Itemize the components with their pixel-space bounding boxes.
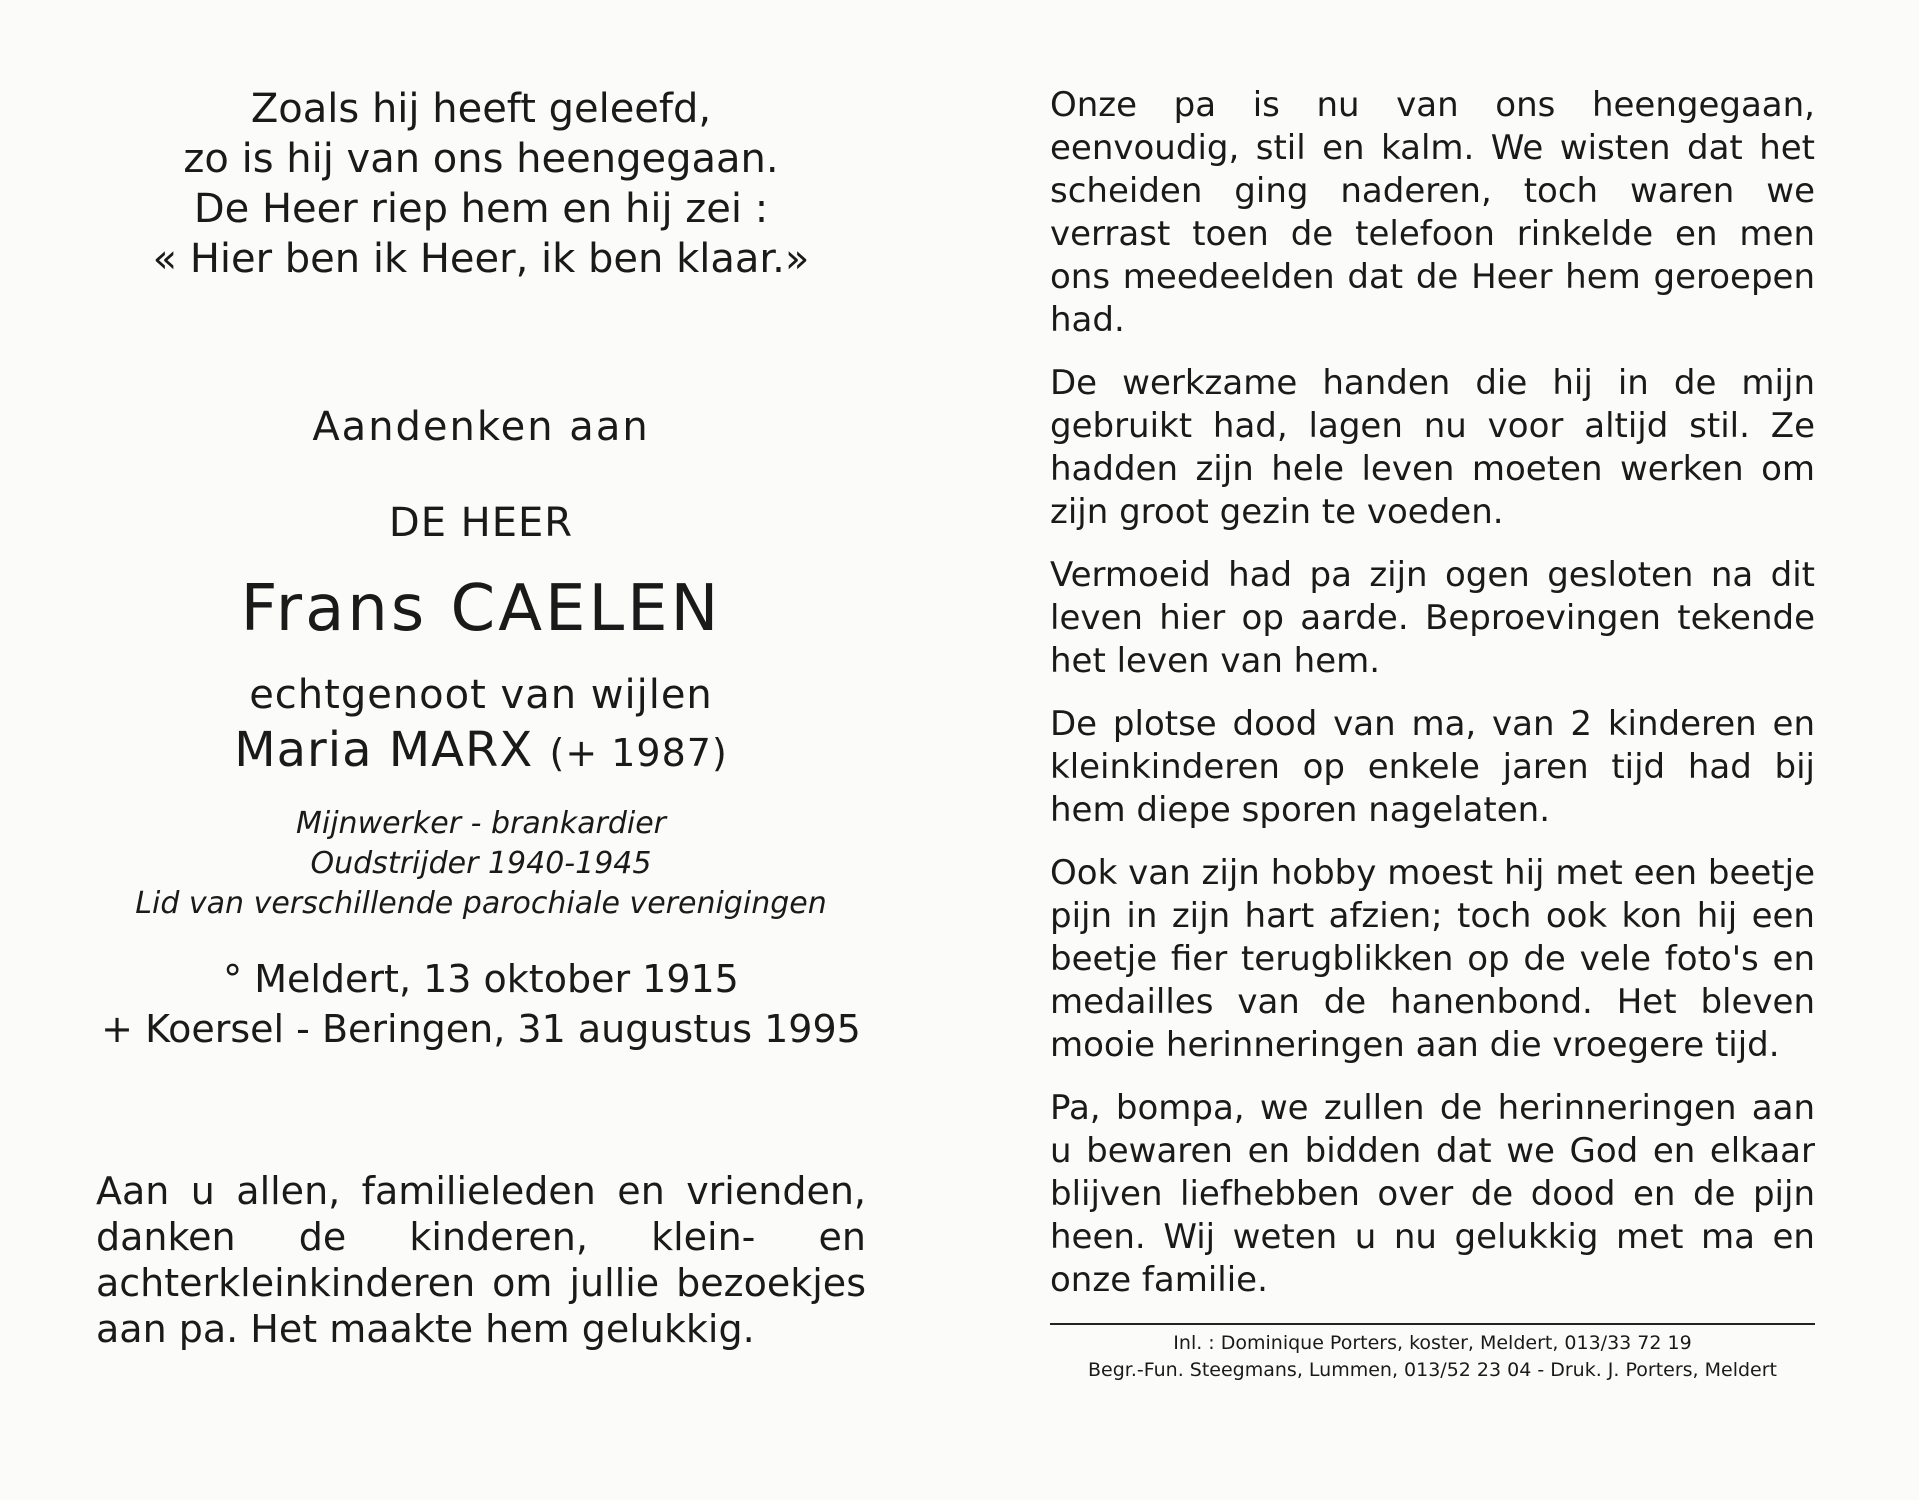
birth-date: ° Meldert, 13 oktober 1915: [223, 957, 739, 1001]
roles: [96, 804, 866, 924]
paragraph: Vermoeid had pa zijn ogen gesloten na dit leven hier op aarde. Beproevingen tekende het leven van hem.: [1050, 555, 1815, 681]
poem-line: zo is hij van ons heengegaan.: [183, 136, 779, 182]
role-line: Oudstrijder 1940-1945: [310, 846, 652, 881]
paragraph: De plotse dood van ma, van 2 kinderen en kleinkinderen op enkele jaren tijd had bij hem diepe sporen nagelaten.: [1050, 704, 1815, 830]
spouse-death-year: (+ 1987): [549, 731, 728, 775]
footer-line: Inl. : Dominique Porters, koster, Meldert, 013/33 72 19: [1173, 1332, 1692, 1354]
paragraph: Onze pa is nu van ons heengegaan, eenvoudig, stil en kalm. We wisten dat het scheiden ging naderen, toch waren we verrast toen de telefoon rinkelde en men ons meedeelden dat de Heer hem geroepen had.: [1050, 85, 1815, 340]
poem-line: De Heer riep hem en hij zei :: [193, 186, 769, 232]
deceased-name: Frans CAELEN: [240, 572, 722, 646]
paragraph: De werkzame handen die hij in de mijn gebruikt had, lagen nu voor altijd stil. Ze hadden zijn hele leven moeten werken om zijn groot gezin te voeden.: [1050, 363, 1815, 532]
spouse-line: [96, 722, 866, 778]
memorial-heading: Aandenken aan: [312, 404, 650, 450]
spouse-intro: echtgenoot van wijlen: [249, 672, 713, 718]
paragraph: Pa, bompa, we zullen de herinneringen aan u bewaren en bidden dat we God en elkaar blijven liefhebben over de dood en de pijn heen. Wij weten u nu gelukkig met ma en onze familie.: [1050, 1088, 1815, 1300]
poem-line: Zoals hij heeft geleefd,: [250, 86, 712, 132]
footer-divider: [1050, 1323, 1815, 1325]
life-dates: [96, 954, 866, 1054]
role-line: Mijnwerker - brankardier: [296, 806, 666, 841]
left-column: [96, 84, 866, 1054]
right-column: [1050, 84, 1815, 1322]
footer-line: Begr.-Fun. Steegmans, Lummen, 013/52 23 04 - Druk. J. Porters, Meldert: [1087, 1359, 1778, 1381]
thanks-text: Aan u allen, familieleden en vrienden, danken de kinderen, klein- en achterkleinkinderen om jullie bezoekjes aan pa. Het maakte hem gelukkig.: [96, 1169, 866, 1351]
paragraph: Ook van zijn hobby moest hij met een beetje pijn in zijn hart afzien; toch ook kon hij een beetje fier terugblikken op de vele foto's en medailles van de hanenbond. Het bleven mooie herinneringen aan die vroegere tijd.: [1050, 853, 1815, 1065]
role-line: Lid van verschillende parochiale verenigingen: [135, 886, 827, 921]
honorific: DE HEER: [388, 500, 574, 546]
spouse-name: Maria MARX: [234, 722, 534, 778]
poem-line: « Hier ben ik Heer, ik ben klaar.»: [152, 236, 810, 282]
poem: [96, 84, 866, 284]
footer: [1050, 1330, 1815, 1384]
death-date: + Koersel - Beringen, 31 augustus 1995: [101, 1007, 861, 1051]
